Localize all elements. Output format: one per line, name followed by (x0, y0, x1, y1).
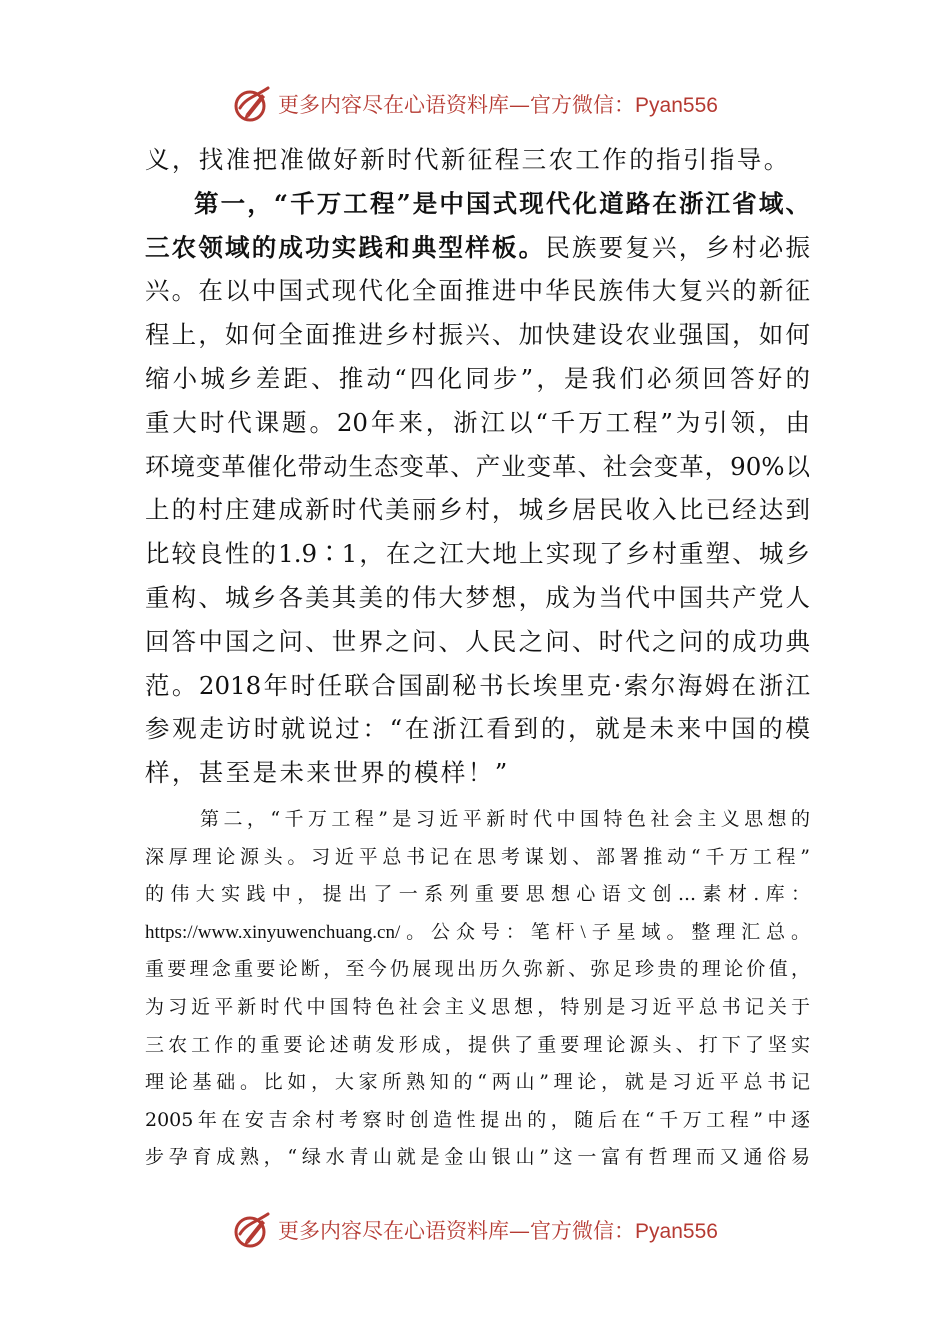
second-paragraph-url-line: https://www.xinyuwenchuang.cn/。公众号：笔杆\子星域。整理汇总。 (145, 921, 810, 943)
watermark-handle: Pyan556 (635, 94, 718, 117)
second-paragraph-line: 2005年在安吉余村考察时创造性提出的，随后在“千万工程”中逐 (145, 1108, 810, 1131)
second-paragraph-line: 重要理念重要论断，至今仍展现出历久弥新、弥足珍贵的理论价值， (145, 958, 810, 981)
watermark-text: 更多内容尽在心语资料库—官方微信：Pyan556 (278, 93, 718, 117)
first-paragraph-line: 上的村庄建成新时代美丽乡村，城乡居民收入比已经达到 (145, 495, 810, 525)
watermark-handle: Pyan556 (635, 1220, 718, 1243)
pen-logo-icon (232, 1210, 272, 1250)
document-body (145, 138, 810, 1177)
header-watermark (0, 82, 950, 126)
first-paragraph-line: 重大时代课题。20年来，浙江以“千万工程”为引领，由 (145, 407, 810, 437)
second-paragraph-line: 为习近平新时代中国特色社会主义思想，特别是习近平总书记关于 (145, 995, 810, 1018)
intro-line: 义，找准把准做好新时代新征程三农工作的指引指导。 (145, 145, 791, 174)
second-paragraph-line: 理论基础。比如，大家所熟知的“两山”理论，就是习近平总书记 (145, 1071, 810, 1094)
first-paragraph-line: 缩小城乡差距、推动“四化同步”，是我们必须回答好的 (145, 363, 810, 393)
first-paragraph-last-line: 样，甚至是未来世界的模样！” (145, 758, 510, 788)
footer-watermark (0, 1208, 950, 1252)
first-paragraph-line: 环境变革催化带动生态变革、产业变革、社会变革，90%以 (145, 451, 810, 481)
second-paragraph-line: 第二，“千万工程”是习近平新时代中国特色社会主义思想的 (200, 807, 810, 830)
first-paragraph-line: 程上，如何全面推进乡村振兴、加快建设农业强国，如何 (145, 320, 810, 350)
second-paragraph-line: 的伟大实践中，提出了一系列重要思想心语文创...素材.库： (145, 883, 810, 906)
first-paragraph-line: 范。2018年时任联合国副秘书长埃里克·索尔海姆在浙江 (145, 670, 810, 700)
pen-logo-icon (232, 84, 272, 124)
first-heading-line-2 (145, 226, 810, 270)
first-paragraph-line: 重构、城乡各美其美的伟大梦想，成为当代中国共产党人 (145, 582, 810, 612)
second-paragraph-line: 深厚理论源头。习近平总书记在思考谋划、部署推动“千万工程” (145, 845, 810, 868)
first-heading-rest: 民族要复兴，乡村必振 (545, 232, 810, 262)
first-paragraph-line: 回答中国之问、世界之问、人民之问、时代之问的成功典 (145, 626, 810, 656)
first-paragraph-line: 参观走访时就说过：“在浙江看到的，就是未来中国的模 (145, 714, 810, 744)
first-heading-line-1: 第一，“千万工程”是中国式现代化道路在浙江省域、 (194, 188, 810, 218)
first-paragraph-line: 兴。在以中国式现代化全面推进中华民族伟大复兴的新征 (145, 276, 810, 306)
first-paragraph-line: 比较良性的1.9∶1，在之江大地上实现了乡村重塑、城乡 (145, 539, 810, 569)
second-paragraph-line: 步孕育成熟，“绿水青山就是金山银山”这一富有哲理而又通俗易 (145, 1146, 810, 1169)
second-paragraph-line: 三农工作的重要论述萌发形成，提供了重要理论源头、打下了坚实 (145, 1033, 810, 1056)
watermark-text: 更多内容尽在心语资料库—官方微信：Pyan556 (278, 1219, 718, 1243)
first-heading-end: 三农领域的成功实践和典型样板。 (145, 232, 546, 262)
